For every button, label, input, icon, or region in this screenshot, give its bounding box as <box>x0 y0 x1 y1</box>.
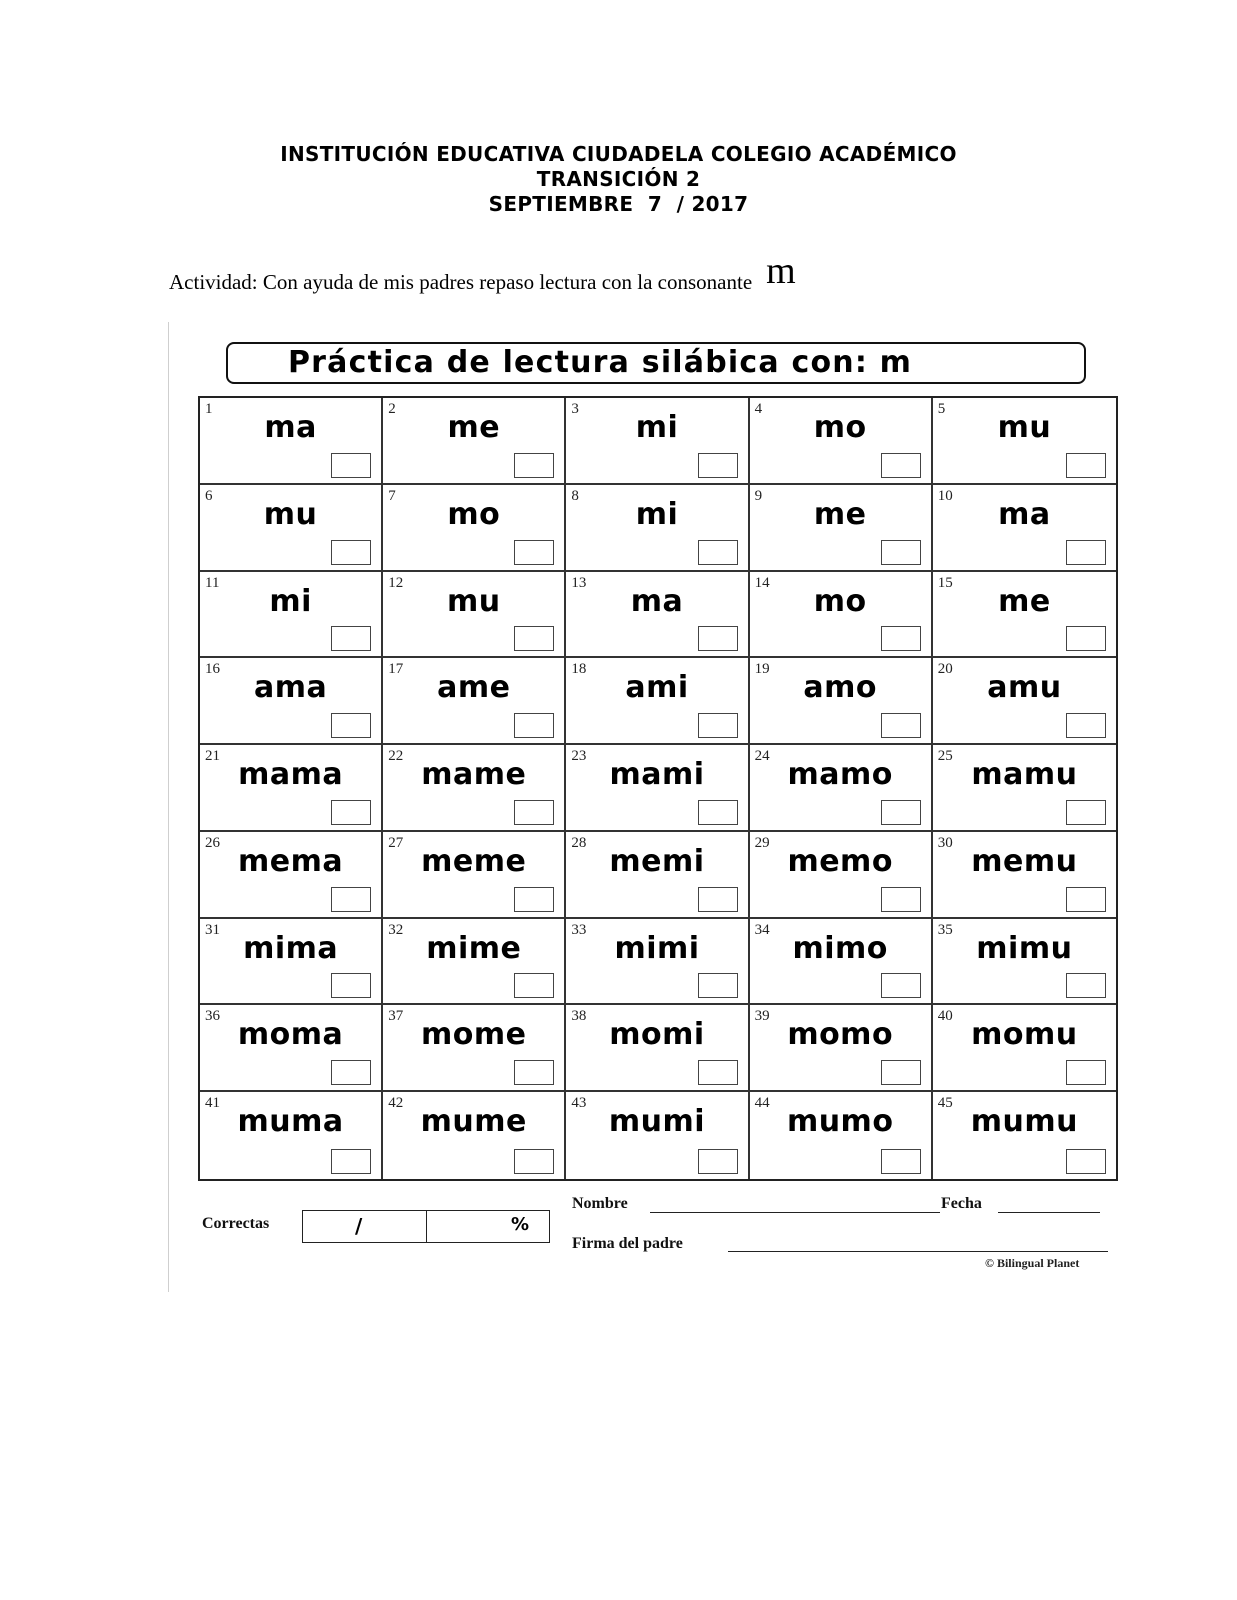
syllable-cell <box>200 572 383 659</box>
syllable-cell <box>750 745 933 832</box>
cell-syllable: mama <box>238 757 344 793</box>
cell-number: 44 <box>754 1095 770 1112</box>
cell-syllable: me <box>447 410 501 445</box>
check-box[interactable] <box>514 1060 554 1085</box>
score-slash: / <box>355 1214 363 1238</box>
cell-syllable: amo <box>803 670 877 706</box>
cell-number: 7 <box>388 487 396 504</box>
date-label: Fecha <box>941 1195 982 1212</box>
cell-number: 38 <box>571 1008 587 1025</box>
syllable-cell <box>200 398 383 485</box>
syllable-cell <box>383 1092 566 1179</box>
check-box[interactable] <box>881 713 921 738</box>
worksheet-image-edge <box>168 322 169 1292</box>
document-header <box>0 142 1237 217</box>
syllable-cell <box>750 919 933 1006</box>
parent-signature-line[interactable] <box>728 1251 1108 1252</box>
check-box[interactable] <box>698 973 738 998</box>
cell-syllable: mami <box>609 757 705 793</box>
school-name: INSTITUCIÓN EDUCATIVA CIUDADELA COLEGIO ACADÉMICO <box>280 142 957 166</box>
cell-number: 18 <box>571 661 587 678</box>
syllable-cell <box>200 658 383 745</box>
worksheet-title: Práctica de lectura silábica con: m <box>226 342 1086 384</box>
cell-syllable: ma <box>630 583 684 619</box>
cell-syllable: me <box>813 496 867 532</box>
cell-syllable: mimu <box>976 930 1073 966</box>
syllable-cell <box>200 1005 383 1092</box>
syllable-cell <box>383 572 566 659</box>
syllable-cell <box>566 1092 749 1179</box>
check-box[interactable] <box>881 626 921 651</box>
check-box[interactable] <box>514 713 554 738</box>
check-box[interactable] <box>331 713 371 738</box>
check-box[interactable] <box>881 973 921 998</box>
cell-number: 24 <box>754 748 770 765</box>
check-box[interactable] <box>1066 973 1106 998</box>
cell-number: 39 <box>754 1008 770 1025</box>
check-box[interactable] <box>1066 453 1106 478</box>
cell-number: 16 <box>205 661 220 678</box>
score-box[interactable] <box>302 1210 550 1243</box>
cell-syllable: mo <box>447 496 501 532</box>
check-box[interactable] <box>1066 540 1106 565</box>
cell-number: 30 <box>937 834 953 851</box>
check-box[interactable] <box>514 453 554 478</box>
check-box[interactable] <box>331 1060 371 1085</box>
check-box[interactable] <box>698 1149 738 1174</box>
cell-syllable: mimo <box>792 930 888 966</box>
syllable-cell <box>566 398 749 485</box>
syllable-cell <box>383 398 566 485</box>
check-box[interactable] <box>331 887 371 912</box>
cell-number: 19 <box>754 661 770 678</box>
cell-number: 36 <box>205 1008 220 1025</box>
check-box[interactable] <box>698 800 738 825</box>
check-box[interactable] <box>514 1149 554 1174</box>
syllable-cell <box>933 572 1116 659</box>
cell-syllable: mime <box>426 930 522 966</box>
name-line[interactable] <box>650 1212 940 1213</box>
cell-syllable: mu <box>997 410 1052 445</box>
cell-number: 42 <box>388 1095 404 1112</box>
cell-syllable: mi <box>269 583 312 619</box>
cell-number: 17 <box>388 661 404 678</box>
check-box[interactable] <box>514 973 554 998</box>
cell-syllable: mimi <box>614 930 700 966</box>
syllable-cell <box>933 658 1116 745</box>
cell-number: 3 <box>571 401 579 417</box>
cell-syllable: mamo <box>787 757 893 793</box>
check-box[interactable] <box>514 626 554 651</box>
cell-syllable: mame <box>421 757 527 793</box>
correct-label: Correctas <box>202 1215 270 1232</box>
cell-number: 27 <box>388 834 404 851</box>
cell-syllable: mo <box>813 410 867 445</box>
check-box[interactable] <box>1066 1060 1106 1085</box>
syllable-cell <box>933 919 1116 1006</box>
syllable-grid <box>198 396 1118 1181</box>
cell-syllable: moma <box>237 1017 344 1053</box>
cell-number: 21 <box>205 748 220 765</box>
cell-number: 8 <box>571 487 579 504</box>
syllable-cell <box>566 658 749 745</box>
syllable-cell <box>200 1092 383 1179</box>
syllable-cell <box>933 1092 1116 1179</box>
check-box[interactable] <box>698 887 738 912</box>
cell-syllable: ama <box>253 670 328 706</box>
syllable-cell <box>383 658 566 745</box>
cell-number: 32 <box>388 921 404 938</box>
check-box[interactable] <box>1066 626 1106 651</box>
cell-syllable: ma <box>998 496 1051 532</box>
date-line: SEPTIEMBRE 7 / 2017 <box>488 192 749 216</box>
cell-number: 15 <box>937 574 953 591</box>
cell-syllable: mume <box>420 1104 527 1140</box>
cell-syllable: mo <box>813 583 867 619</box>
activity-instruction <box>169 250 796 299</box>
check-box[interactable] <box>1066 713 1106 738</box>
cell-number: 31 <box>205 921 220 938</box>
syllable-cell <box>566 832 749 919</box>
check-box[interactable] <box>331 1149 371 1174</box>
syllable-cell <box>566 485 749 572</box>
check-box[interactable] <box>881 1060 921 1085</box>
cell-number: 5 <box>937 401 946 417</box>
syllable-cell <box>566 572 749 659</box>
cell-number: 20 <box>937 661 953 678</box>
cell-syllable: mumo <box>786 1104 894 1140</box>
check-box[interactable] <box>881 887 921 912</box>
syllable-cell <box>750 398 933 485</box>
parent-signature-label: Firma del padre <box>572 1235 683 1252</box>
check-box[interactable] <box>1066 887 1106 912</box>
cell-syllable: memu <box>971 843 1078 879</box>
cell-syllable: mumi <box>608 1104 706 1140</box>
cell-number: 25 <box>937 748 953 765</box>
syllable-cell <box>566 745 749 832</box>
cell-number: 28 <box>571 834 587 851</box>
cell-syllable: ame <box>437 670 511 706</box>
cell-number: 12 <box>388 574 404 591</box>
syllable-cell <box>200 832 383 919</box>
cell-number: 13 <box>571 574 587 591</box>
cell-number: 33 <box>571 921 587 938</box>
syllable-cell <box>750 1005 933 1092</box>
check-box[interactable] <box>514 800 554 825</box>
syllable-cell <box>933 398 1116 485</box>
check-box[interactable] <box>514 887 554 912</box>
cell-number: 6 <box>205 487 213 504</box>
check-box[interactable] <box>1066 800 1106 825</box>
check-box[interactable] <box>881 800 921 825</box>
copyright-notice: © Bilingual Planet <box>985 1256 1080 1270</box>
syllable-cell <box>933 745 1116 832</box>
cell-syllable: memo <box>787 843 893 879</box>
cell-number: 34 <box>754 921 770 938</box>
check-box[interactable] <box>698 713 738 738</box>
cell-number: 35 <box>937 921 953 938</box>
cell-syllable: mamu <box>971 757 1078 793</box>
activity-text: Actividad: Con ayuda de mis padres repaso lectura con la consonante <box>169 270 753 294</box>
cell-syllable: mi <box>635 410 679 445</box>
cell-number: 10 <box>937 487 953 504</box>
cell-number: 26 <box>205 834 220 851</box>
cell-syllable: mu <box>263 496 318 532</box>
syllable-cell <box>750 832 933 919</box>
cell-number: 9 <box>754 487 763 504</box>
syllable-cell <box>750 1092 933 1179</box>
cell-syllable: mome <box>421 1017 527 1053</box>
cell-number: 22 <box>388 748 404 765</box>
cell-number: 14 <box>754 574 770 591</box>
cell-number: 4 <box>754 401 763 417</box>
check-box[interactable] <box>331 540 371 565</box>
check-box[interactable] <box>514 540 554 565</box>
cell-number: 37 <box>388 1008 404 1025</box>
syllable-cell <box>750 485 933 572</box>
check-box[interactable] <box>698 453 738 478</box>
cell-number: 11 <box>205 574 220 591</box>
check-box[interactable] <box>881 540 921 565</box>
check-box[interactable] <box>331 800 371 825</box>
syllable-cell <box>200 485 383 572</box>
score-count-field[interactable] <box>303 1211 427 1242</box>
cell-syllable: amu <box>987 670 1062 706</box>
cell-syllable: mi <box>635 496 679 532</box>
syllable-cell <box>200 919 383 1006</box>
cell-syllable: ami <box>625 670 689 706</box>
cell-syllable: mumu <box>970 1104 1078 1140</box>
check-box[interactable] <box>881 453 921 478</box>
score-percent-sign: % <box>510 1214 529 1235</box>
syllable-cell <box>383 832 566 919</box>
cell-syllable: momi <box>609 1017 705 1053</box>
activity-consonant: m <box>766 250 796 292</box>
syllable-cell <box>383 745 566 832</box>
cell-syllable: ma <box>264 410 317 445</box>
syllable-cell <box>750 658 933 745</box>
cell-syllable: mema <box>238 843 344 879</box>
check-box[interactable] <box>331 973 371 998</box>
cell-number: 29 <box>754 834 770 851</box>
cell-number: 2 <box>388 401 396 417</box>
cell-syllable: mima <box>243 930 339 966</box>
check-box[interactable] <box>1066 1149 1106 1174</box>
grade-level: TRANSICIÓN 2 <box>536 167 701 191</box>
syllable-cell <box>566 919 749 1006</box>
name-label: Nombre <box>572 1195 628 1212</box>
cell-number: 40 <box>937 1008 953 1025</box>
check-box[interactable] <box>698 1060 738 1085</box>
cell-syllable: momu <box>971 1017 1078 1053</box>
cell-syllable: momo <box>787 1017 894 1053</box>
syllable-cell <box>933 1005 1116 1092</box>
cell-syllable: muma <box>237 1104 344 1140</box>
cell-syllable: memi <box>609 843 705 879</box>
check-box[interactable] <box>331 453 371 478</box>
syllable-cell <box>933 832 1116 919</box>
syllable-cell <box>750 572 933 659</box>
check-box[interactable] <box>881 1149 921 1174</box>
date-line-field[interactable] <box>998 1212 1100 1213</box>
syllable-cell <box>933 485 1116 572</box>
cell-number: 45 <box>937 1095 953 1112</box>
cell-number: 41 <box>205 1095 220 1112</box>
check-box[interactable] <box>331 626 371 651</box>
check-box[interactable] <box>698 626 738 651</box>
cell-number: 43 <box>571 1095 587 1112</box>
syllable-cell <box>383 919 566 1006</box>
cell-syllable: meme <box>421 843 527 879</box>
check-box[interactable] <box>698 540 738 565</box>
cell-syllable: me <box>998 583 1051 619</box>
cell-syllable: mu <box>446 583 501 619</box>
cell-number: 23 <box>571 748 587 765</box>
syllable-cell <box>566 1005 749 1092</box>
syllable-cell <box>200 745 383 832</box>
score-percent-field[interactable] <box>427 1211 550 1242</box>
cell-number: 1 <box>205 401 213 417</box>
syllable-cell <box>383 485 566 572</box>
syllable-cell <box>383 1005 566 1092</box>
